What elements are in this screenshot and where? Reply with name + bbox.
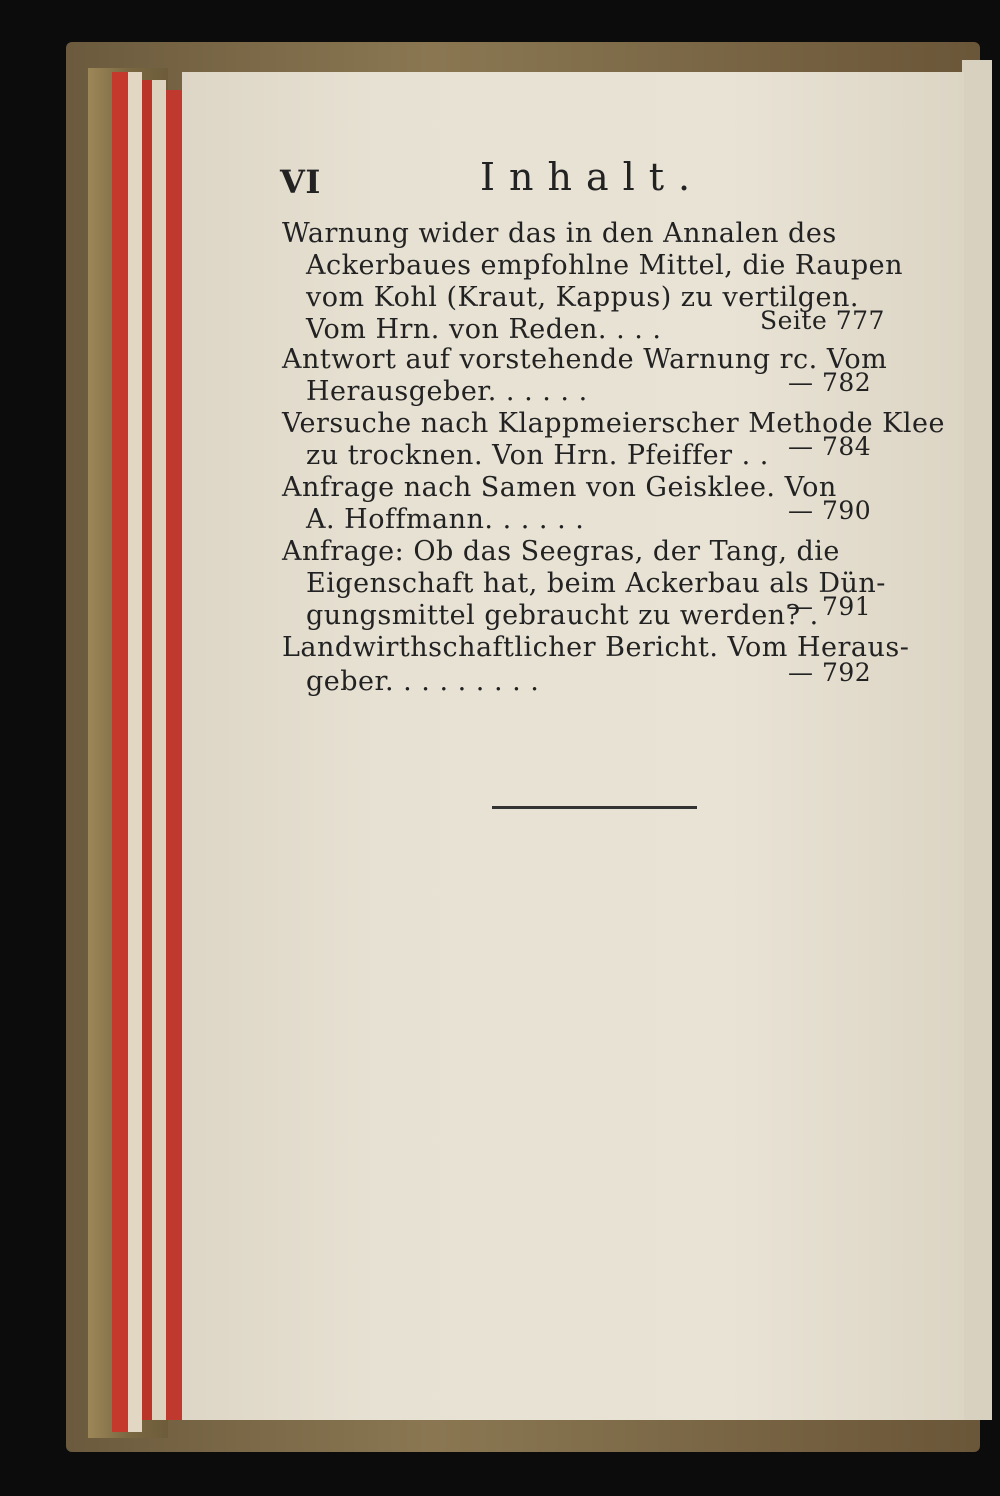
toc-entry-line: zu trocknen. Von Hrn. Pfeiffer . .: [306, 440, 769, 471]
toc-entry-line: vom Kohl (Kraut, Kappus) zu vertilgen.: [306, 282, 860, 313]
page-edge: [128, 72, 142, 1432]
red-page-edge: [112, 72, 128, 1432]
toc-entry-line: Vom Hrn. von Reden. . . .: [306, 314, 662, 345]
toc-entry-line: Versuche nach Klappmeierscher Methode Klee: [282, 408, 945, 439]
end-rule: [492, 806, 697, 809]
page-title: Inhalt.: [480, 155, 705, 199]
red-page-edge: [142, 80, 152, 1420]
toc-entry-line: Warnung wider das in den Annalen des: [282, 218, 837, 249]
toc-entry-line: geber. . . . . . . . .: [306, 666, 540, 697]
page-edge: [152, 80, 166, 1420]
toc-entry-line: Landwirthschaftlicher Bericht. Vom Heraus-: [282, 632, 910, 663]
toc-page-ref: — 784: [788, 432, 872, 461]
toc-entry-line: Herausgeber. . . . . .: [306, 376, 588, 407]
toc-page-ref: — 790: [788, 496, 872, 525]
page-number: VI: [280, 163, 321, 201]
toc-page-ref: — 782: [788, 368, 872, 397]
toc-entry-line: Antwort auf vorstehende Warnung rc. Vom: [282, 344, 888, 375]
toc-page-ref: Seite 777: [760, 306, 885, 335]
toc-entry-line: Anfrage nach Samen von Geisklee. Von: [282, 472, 837, 503]
toc-entry-line: Eigenschaft hat, beim Ackerbau als Dün-: [306, 568, 886, 599]
toc-entry-line: gungsmittel gebraucht zu werden? .: [306, 600, 819, 631]
toc-entry-line: Ackerbaues empfohlne Mittel, die Raupen: [306, 250, 903, 281]
toc-page-ref: — 791: [788, 592, 872, 621]
toc-entry-line: A. Hoffmann. . . . . .: [306, 504, 585, 535]
facing-page-edge: [962, 60, 992, 1420]
toc-page-ref: — 792: [788, 658, 872, 687]
toc-entry-line: Anfrage: Ob das Seegras, der Tang, die: [282, 536, 840, 567]
